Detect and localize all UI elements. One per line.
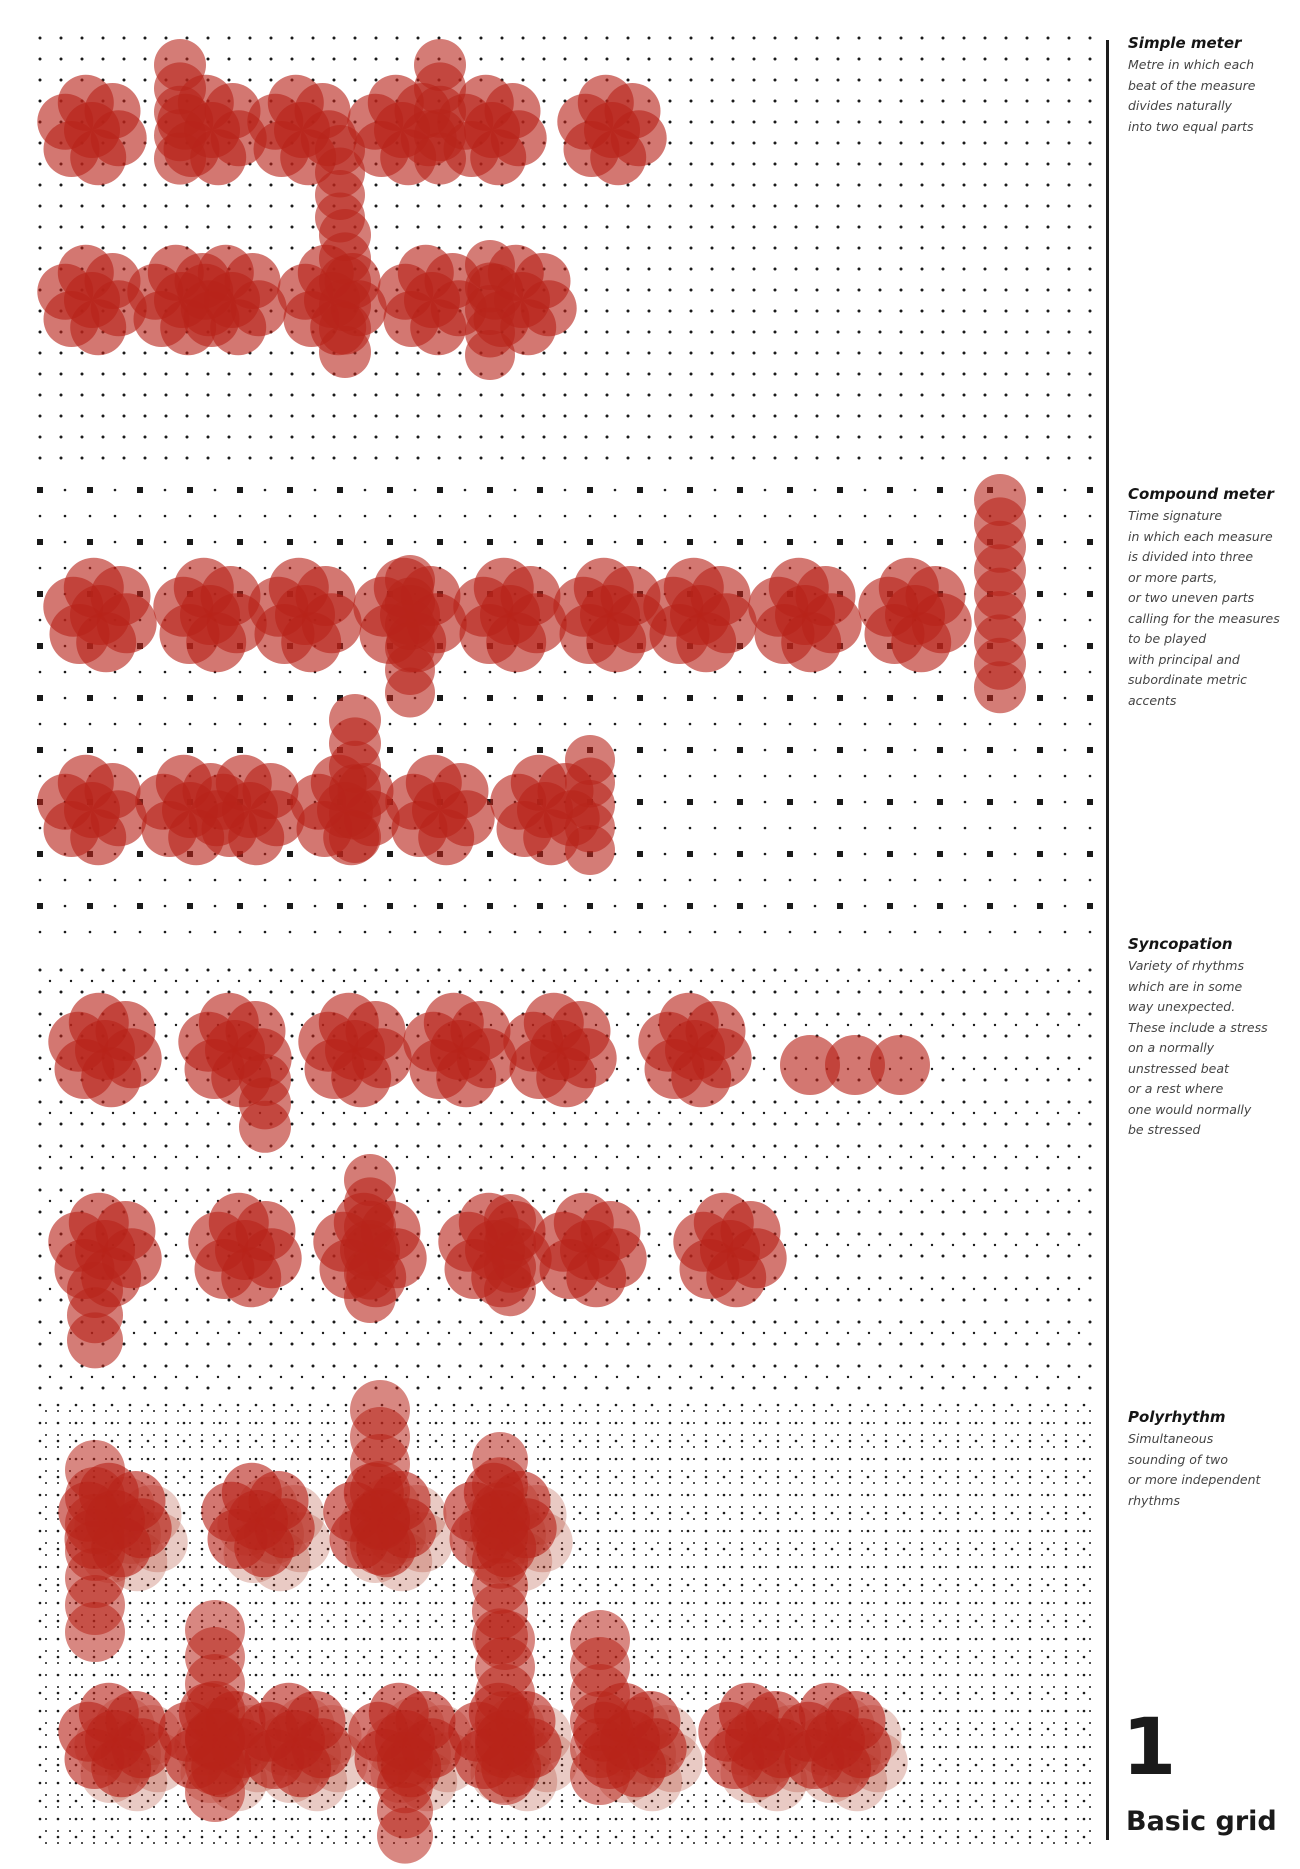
note-title: Syncopation	[1128, 935, 1233, 953]
note-simple-meter	[1128, 34, 1293, 137]
note-syncopation	[1128, 935, 1293, 1141]
note-text: Metre in which each beat of the measure divides naturally into two equal parts	[1128, 57, 1256, 134]
note-polyrhythm	[1128, 1408, 1293, 1511]
note-title: Simple meter	[1128, 34, 1242, 52]
section-number: 1	[1122, 1703, 1177, 1793]
note-text: Variety of rhythms which are in some way unexpected. These include a stress on a normally unstressed beat or a rest where one would normally be stressed	[1128, 958, 1268, 1137]
note-text: Time signature in which each measure is divided into three or more parts, or two uneven parts calling for the measures to be played with principal and subordinate metric accents	[1128, 508, 1280, 708]
note-title: Polyrhythm	[1128, 1408, 1226, 1426]
vertical-divider	[1106, 40, 1109, 1840]
note-title: Compound meter	[1128, 485, 1274, 503]
section-label: Basic grid	[1126, 1806, 1277, 1837]
note-text: Simultaneous sounding of two or more independent rhythms	[1128, 1431, 1261, 1508]
letter-circles	[37, 39, 1026, 1864]
note-compound-meter	[1128, 485, 1293, 711]
